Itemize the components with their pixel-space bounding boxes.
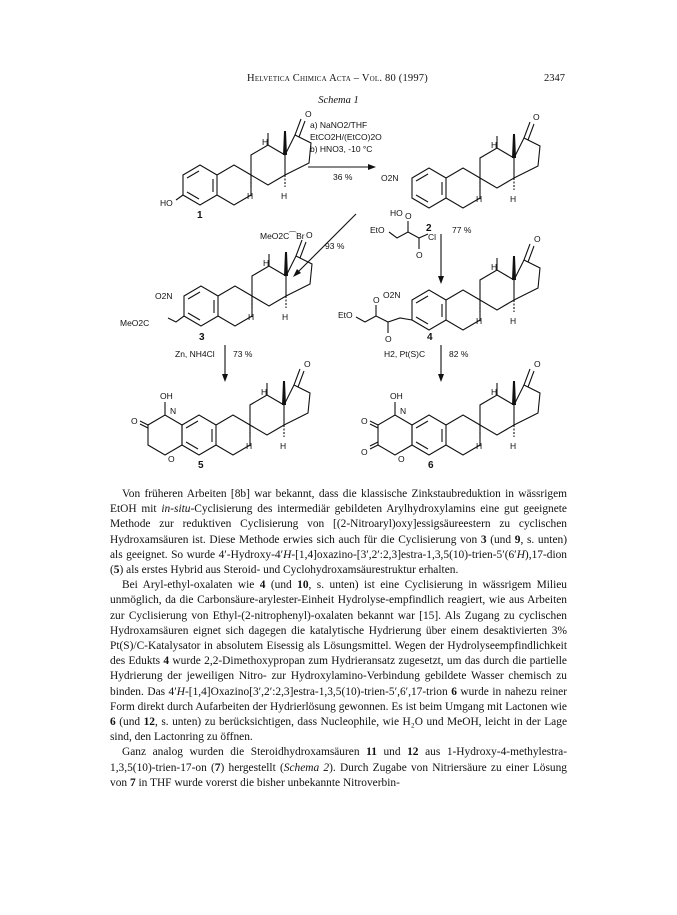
paragraph-1	[110, 487, 567, 578]
label-O2N: O2N	[381, 173, 399, 183]
label-HO: HO	[390, 208, 403, 218]
text-run: in-situ	[161, 503, 191, 516]
label-H: H	[248, 312, 255, 322]
label-O: O	[304, 359, 311, 369]
text-run: H	[283, 548, 292, 561]
text-run: (und	[115, 716, 144, 729]
text-run: 7	[214, 761, 221, 774]
text-run: 7	[129, 776, 136, 789]
label-O: O	[305, 109, 312, 119]
label-H: H	[280, 441, 287, 451]
label-HO: HO	[160, 198, 173, 208]
label-O: O	[398, 454, 405, 464]
label-H: H	[476, 194, 483, 204]
label-OH: OH	[160, 391, 173, 401]
step3-yield: 77 %	[452, 225, 472, 235]
text-run: wurde in nahezu reiner Form direkt durch Aufarbeiten der Hydrierlösung gewonnen. Es ist beim Umgang mit Lactonen wie	[110, 685, 568, 713]
text-run: (und	[486, 533, 515, 546]
text-run: (und	[265, 579, 298, 592]
compound-1-number: 1	[197, 210, 203, 221]
label-O: O	[385, 334, 392, 344]
label-O: O	[405, 211, 412, 221]
label-MeO2C: MeO2C	[120, 318, 150, 328]
text-run: Schema 2	[283, 761, 330, 774]
text-run: 5	[113, 564, 120, 577]
step4-reagent: Zn, NH4Cl	[175, 349, 215, 359]
text-run: 12	[143, 716, 155, 729]
step3-reagent-prefix: EtO	[370, 225, 385, 235]
text-run: 3	[480, 533, 487, 546]
paragraph-3	[110, 745, 567, 791]
label-H: H	[262, 137, 269, 147]
text-run: Von früheren Arbeiten [8b] war bekannt, dass die klassische Zinkstaubreduktion in wässrigem EtOH mit	[110, 488, 567, 516]
text-run: , s. unten) als geeignet. So wurde 4′-Hydroxy-4′	[110, 533, 567, 561]
label-O: O	[361, 447, 368, 457]
label-H: H	[491, 387, 498, 397]
text-run: wurde 2,2-Dimethoxypropan zum Hydrieransatz zugesetzt, um das durch die partielle Hydrierung der jeweiligen Nitro- zur Hydroxylamino-Verbindung gebildete Wasser chemisch zu binden. Das 4′	[110, 655, 567, 698]
step4-yield: 73 %	[233, 349, 253, 359]
step1-yield: 36 %	[333, 172, 353, 182]
label-H: H	[476, 316, 483, 326]
text-run: ),17-dion (	[110, 548, 567, 577]
text-run: -[1,4]Oxazino[3′,2′:2,3]estra-1,3,5(10)-trien-5′,6′,17-trion	[184, 685, 452, 698]
text-run: Bei Aryl-ethyl-oxalaten wie	[122, 579, 260, 592]
step5-yield: 82 %	[449, 349, 469, 359]
text-run: , s. unten) ist eine Cyclisierung in wässrigem Milieu unmöglich, da die Carbonsäure-arylester-Einheit Hydrolyse-empfindlich reagiert, wie aus Arbeiten zur Cyclisierung von Ethyl-(2-nitrophenyl)-oxalaten bekannt war [15]. Als Zugang zu cyclischen Hydroxamsäuren eignet sich dagegen die katalytische Hydrierung über einem desaktivierten 3% Pt(S)/C-Katalysator in absolutem Eisessig als Lösungsmittel. Wegen der Hydrolyseempfindlichkeit des Edukts	[110, 579, 567, 668]
label-O: O	[131, 416, 138, 426]
step5-reagent: H2, Pt(S)C	[384, 349, 426, 359]
step1-line2: EtCO2H/(EtCO)2O	[310, 132, 382, 142]
label-H: H	[476, 441, 483, 451]
paragraph-2	[110, 578, 567, 745]
label-H: H	[261, 387, 268, 397]
label-H: H	[491, 140, 498, 150]
label-H: H	[491, 262, 498, 272]
step1-line3: b) HNO3, -10 °C	[310, 144, 373, 154]
compound-6-number: 6	[428, 460, 434, 470]
text-run: und	[376, 746, 408, 759]
text-run: -[1,4]oxazino-[3′,2′:2,3]estra-1,3,5(10)-trien-5′(6′	[291, 548, 517, 561]
text-run: 12	[407, 746, 419, 759]
label-H: H	[263, 258, 270, 268]
compound-3-number: 3	[199, 332, 205, 343]
label-O: O	[416, 250, 423, 260]
label-H: H	[510, 316, 517, 326]
step3-reagent-suffix: Cl	[428, 232, 437, 242]
text-run: 10	[297, 579, 309, 592]
text-run: in THF wurde vorerst die bisher unbekannte Nitroverbin-	[135, 776, 400, 789]
label-N: N	[170, 406, 177, 416]
text-run: H	[176, 685, 185, 698]
step2-yield: 93 %	[325, 241, 345, 251]
compound-5-number: 5	[198, 460, 204, 470]
label-O: O	[533, 112, 540, 122]
text-run: 11	[366, 746, 377, 759]
text-run: 6	[451, 685, 457, 698]
label-H: H	[246, 441, 253, 451]
text-run: Ganz analog wurden die Steroidhydroxamsäuren	[122, 746, 367, 759]
label-O: O	[534, 234, 541, 244]
text-run: 4	[163, 655, 170, 668]
page-number: 2347	[544, 73, 565, 84]
label-O: O	[168, 454, 175, 464]
label-O2N: O2N	[155, 291, 173, 301]
text-run: -Cyclisierung des intermediär gebildeten Arylhydroxylamins eine gut geeignete Methode zur reduktiven Cyclisierung von [(2-Nitroaryl)oxy]essigsäureestern zu cyclischen Hydroxamsäuren ist. Diese Methode erwies sich auch für die Cyclisierung von	[110, 503, 567, 546]
compound-2-number: 2	[426, 223, 432, 234]
text-run: ) als erstes Hybrid aus Steroid- und Cyclohydroxamsäurestruktur erhalten.	[119, 564, 459, 577]
step1-line1: a) NaNO2/THF	[310, 120, 368, 130]
label-O: O	[373, 295, 380, 305]
label-OH: OH	[390, 391, 403, 401]
journal-title: Helvetica Chimica Acta – Vol. 80 (1997)	[247, 73, 428, 84]
label-H: H	[247, 191, 254, 201]
text-run: 9	[514, 533, 521, 546]
text-run: 4	[259, 579, 266, 592]
text-run: , s. unten) zu berücksichtigen, dass Nucleophile, wie H₂O und MeOH, leicht in der Lage sind, den Lactonring zu öffnen.	[110, 716, 567, 744]
text-run: H	[516, 548, 525, 561]
text-run: 6	[110, 716, 116, 729]
label-H: H	[281, 191, 288, 201]
step2-reagent: MeO2C⁀Br	[260, 231, 305, 241]
label-O: O	[534, 359, 541, 369]
scheme-title: Schema 1	[318, 95, 359, 106]
label-O: O	[306, 230, 313, 240]
text-run: ) hergestellt (	[220, 761, 284, 774]
label-EtO: EtO	[338, 310, 353, 320]
label-H: H	[510, 441, 517, 451]
text-run: aus 1-Hydroxy-4-methylestra-1,3,5(10)-trien-17-on (	[110, 746, 568, 774]
text-run: ). Durch Zugabe von Nitriersäure zu einer Lösung von	[110, 761, 567, 789]
label-H: H	[282, 312, 289, 322]
label-O: O	[361, 416, 368, 426]
label-N: N	[400, 406, 407, 416]
label-H: H	[510, 194, 517, 204]
label-O2N: O2N	[383, 290, 401, 300]
body-text	[110, 487, 567, 791]
compound-4-number: 4	[427, 332, 433, 343]
